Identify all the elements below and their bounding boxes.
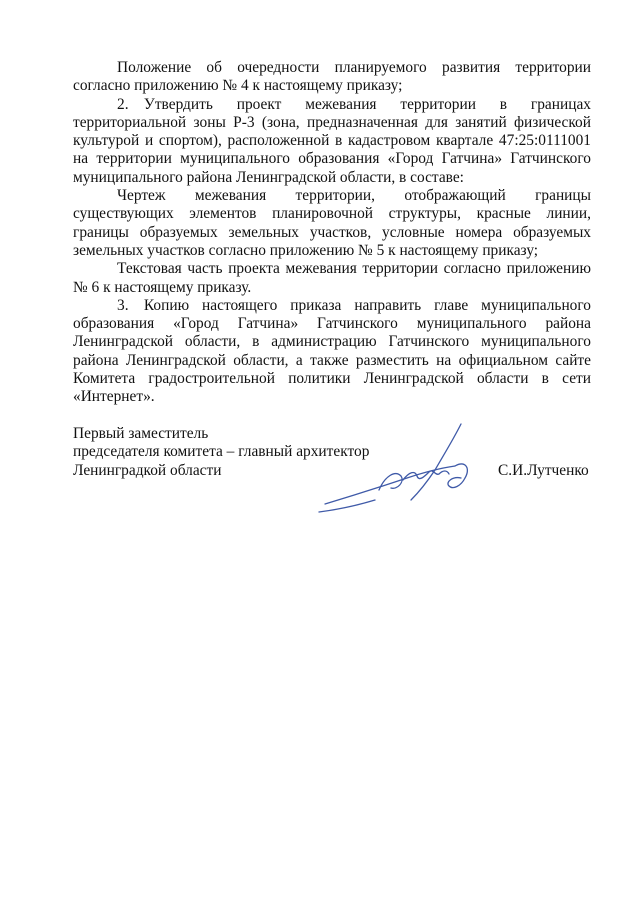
paragraph-text-part: Текстовая часть проекта межевания территории согласно приложению № 6 к настоящему приказу. xyxy=(73,260,591,296)
signature-strokes xyxy=(319,424,467,512)
signatory-position-line: председателя комитета – главный архитектор xyxy=(73,443,370,461)
signatory-position-line: Первый заместитель xyxy=(73,425,209,442)
paragraph-order-of-development: Положение об очередности планируемого развития территории согласно приложению № 4 к настоящему приказу; xyxy=(73,59,591,95)
paragraph-item-2: 2. Утвердить проект межевания территории в границах территориальной зоны Р-3 (зона, предназначенная для занятий физической культурой и спортом), расположенной в кадастровом квартале 47:25:0111001 на территории муниципального образования «Город Гатчина» Гатчинского муниципального района Ленинградской области, в составе: xyxy=(73,95,591,186)
paragraph-drawing: Чертеж межевания территории, отображающий границы существующих элементов планировочной структуры, красные линии, границы образуемых земельных участков, условные номера образуемых земельных участков согласно приложению № 5 к настоящему приказу; xyxy=(73,187,591,259)
signatory-name: С.И.Лутченко xyxy=(498,462,589,479)
signatory-position-line: Ленинградкой области xyxy=(73,461,222,479)
document-body xyxy=(73,59,591,407)
paragraph-item-3: 3. Копию настоящего приказа направить главе муниципального образования «Город Гатчина» Гатчинского муниципального района Ленинградской области, в администрацию Гатчинского муниципального района Ленинградской области, а также разместить на официальном сайте Комитета градостроительной политики Ленинградской области в сети «Интернет». xyxy=(73,296,591,406)
handwritten-signature xyxy=(315,420,485,520)
